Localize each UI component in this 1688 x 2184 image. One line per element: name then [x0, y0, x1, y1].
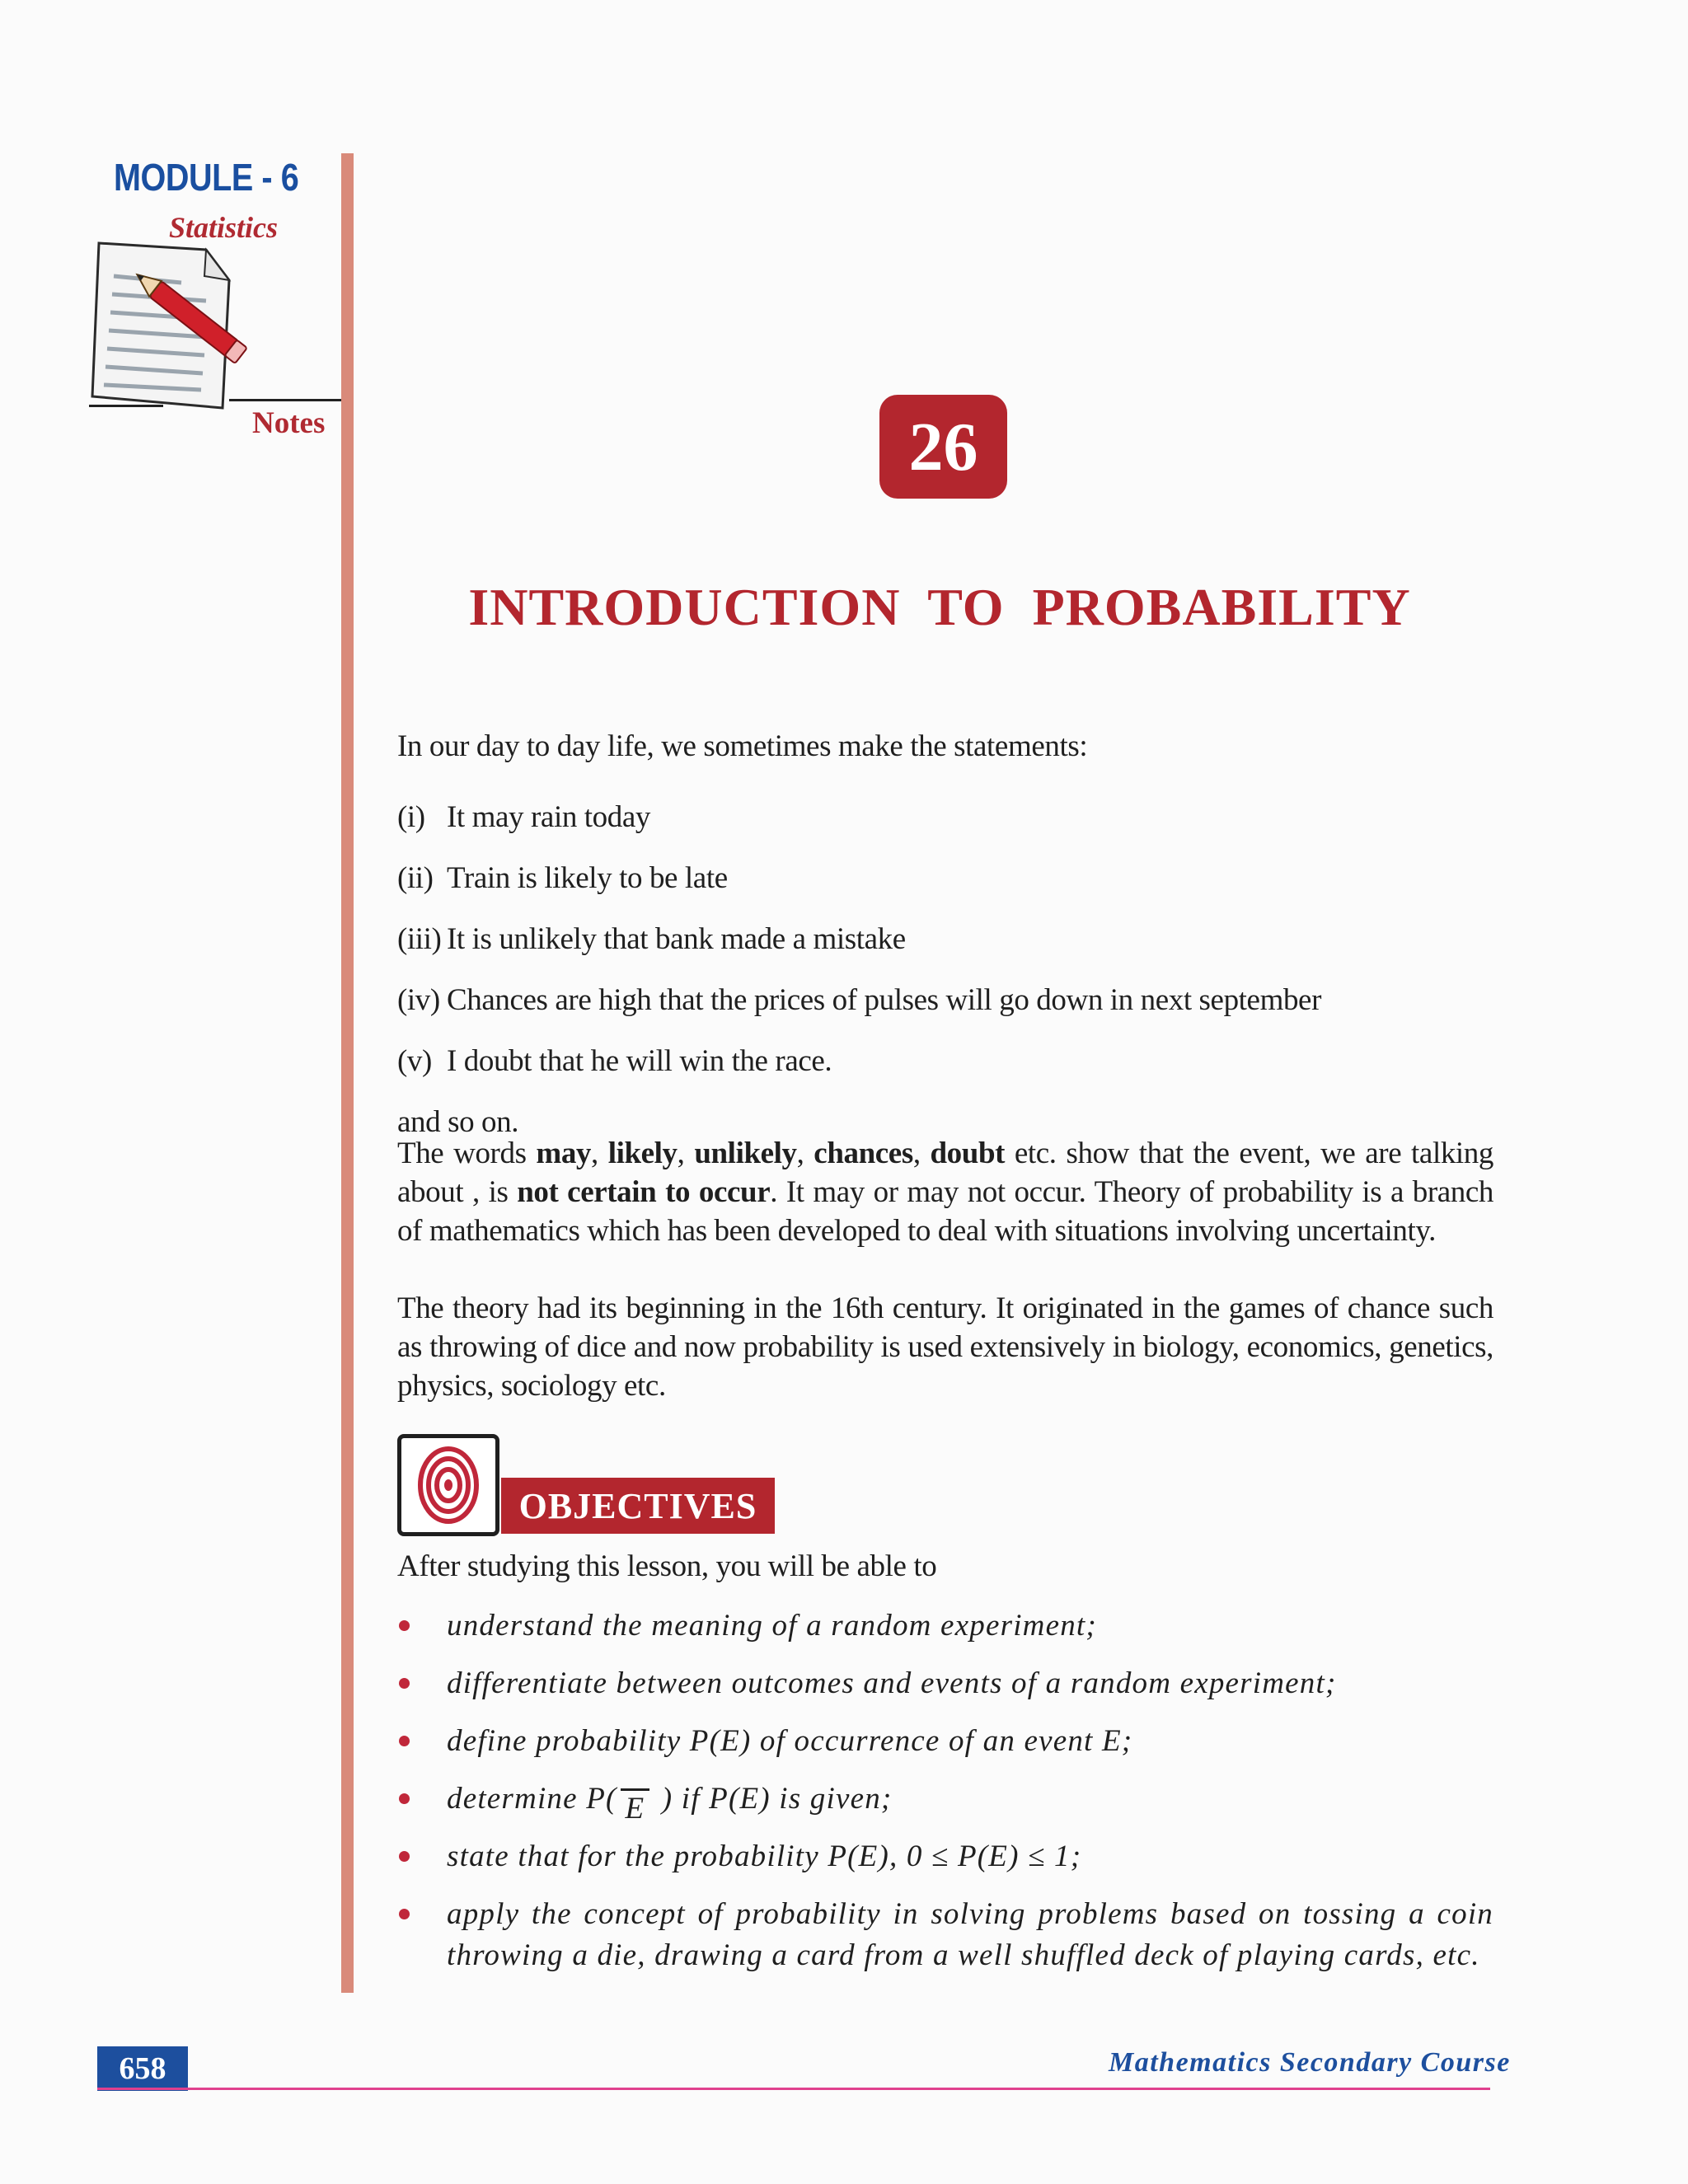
para-text: . It may or may not occur. Theory of probability is a branch of mathematics which has been developed to deal with situations involving uncertainty.: [397, 1175, 1494, 1248]
statement-text: It is unlikely that bank made a mistake: [447, 922, 906, 956]
chapter-number-badge: 26: [879, 395, 1007, 499]
statement-text: I doubt that he will win the race.: [447, 1044, 832, 1078]
para-text: ,: [912, 1137, 931, 1170]
objective-item: [397, 1663, 1493, 1704]
statement-item: [397, 1042, 832, 1080]
statement-number: (iv): [397, 983, 440, 1017]
target-icon: [397, 1434, 499, 1536]
keyword: not certain to occur: [517, 1175, 771, 1209]
para-text: The words: [397, 1137, 537, 1170]
intro-text: In our day to day life, we sometimes make the statements:: [397, 729, 1088, 763]
footer-rule: [97, 2088, 1490, 2090]
statement-number: (ii): [397, 861, 434, 895]
keyword: doubt: [930, 1137, 1006, 1170]
bullet-icon: [399, 1851, 410, 1862]
objective-text: apply the concept of probability in solving problems based on tossing a coin throwing a die, drawing a card from a well shuffled deck of playing cards, etc.: [447, 1897, 1493, 1972]
objective-text: state that for the probability P(E), 0 ≤ P(E) ≤ 1;: [447, 1840, 1082, 1873]
statement-item: [397, 920, 906, 958]
paragraph-history: The theory had its beginning in the 16th century. It originated in the games of chance such as throwing of dice and now probability is used extensively in biology, economics, genetics, physics, sociology etc.: [397, 1291, 1493, 1403]
objective-text: ) if P(E) is given;: [653, 1782, 893, 1816]
para-text: ,: [591, 1137, 608, 1170]
notes-rule-left: [89, 405, 163, 407]
notepad-with-pencil-icon: [82, 235, 264, 424]
bullet-icon: [399, 1736, 410, 1746]
margin-side-bar: [341, 153, 354, 1993]
bullet-icon: [399, 1678, 410, 1689]
chapter-title: INTRODUCTION TO PROBABILITY: [468, 578, 1411, 636]
statement-text: It may rain today: [447, 800, 650, 834]
module-subject: Statistics: [169, 211, 279, 244]
keyword: unlikely: [694, 1137, 797, 1170]
objective-item: [397, 1894, 1493, 1976]
module-title: MODULE - 6: [114, 156, 299, 199]
footer-course-title: Mathematics Secondary Course: [1109, 2047, 1511, 2078]
objective-text: define probability P(E) of occurrence of an event E;: [447, 1724, 1133, 1758]
statement-text: Chances are high that the prices of pulses will go down in next september: [447, 983, 1321, 1017]
objective-item: [397, 1836, 1493, 1877]
keyword: chances: [814, 1137, 913, 1170]
notes-rule-right: [229, 399, 351, 401]
objective-item: [397, 1779, 1493, 1825]
statement-text: Train is likely to be late: [447, 861, 728, 895]
statement-number: (iii): [397, 922, 442, 956]
bullet-icon: [399, 1793, 410, 1804]
statement-number: (v): [397, 1044, 432, 1078]
objective-text: differentiate between outcomes and events of a random experiment;: [447, 1666, 1337, 1700]
page-number: 658: [97, 2046, 188, 2091]
keyword: likely: [607, 1137, 678, 1170]
complement-e: E: [621, 1788, 650, 1826]
bullet-icon: [399, 1909, 410, 1919]
bullet-icon: [399, 1620, 410, 1631]
objectives-list: [397, 1605, 1493, 1993]
keyword: may: [536, 1137, 592, 1170]
notes-label: Notes: [252, 406, 326, 440]
statement-item: [397, 798, 650, 837]
objective-item: [397, 1721, 1493, 1762]
statement-item: [397, 859, 728, 898]
paragraph-uncertainty: [397, 1134, 1493, 1250]
and-so-on-text: and so on.: [397, 1105, 519, 1139]
objectives-heading: OBJECTIVES: [501, 1478, 775, 1534]
para-text: ,: [677, 1137, 695, 1170]
para-text: ,: [796, 1137, 814, 1170]
objective-text: understand the meaning of a random experiment;: [447, 1609, 1097, 1643]
para-text: etc. show that the event, we are talking about , is: [397, 1137, 1494, 1209]
statement-number: (i): [397, 800, 425, 834]
statement-item: [397, 981, 1321, 1019]
objectives-intro: After studying this lesson, you will be able to: [397, 1549, 937, 1583]
objective-text: determine P(: [447, 1782, 617, 1816]
objective-item: [397, 1605, 1493, 1647]
